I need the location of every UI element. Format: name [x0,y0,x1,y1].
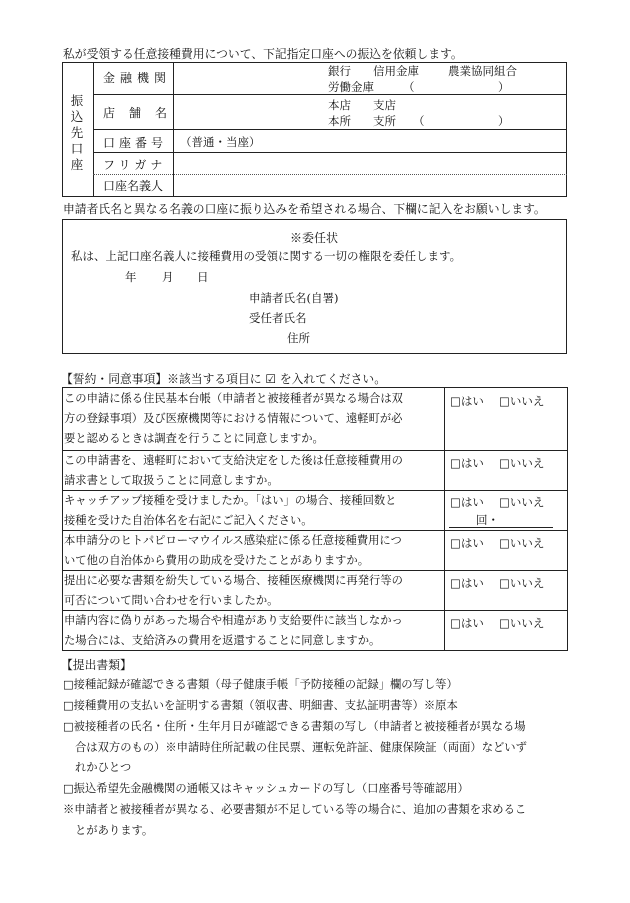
agreement-row-question: この申請に係る住民基本台帳（申請者と被接種者が異なる場合は双 方の登録事項）及び医療機関等における情報について、遠軽町が必 要と認めるときは調査を行うことに同意しますか。 [64,392,403,445]
account-type-value: （普通・当座） [180,135,261,149]
document-item: □被接種者の氏名・住所・生年月日が確認できる書類の写し（申請者と被接種者が異なる場 合は双方のもの）※申請時住所記載の住民票、運転免許証、健康保険証（両面）などいず れかひとつ [63,720,527,774]
delegation-year: 年 [125,270,137,284]
branch-option-sub-station: 支所 [373,114,396,128]
agreement-row-yes-checkbox[interactable]: □はい [450,536,484,550]
document-item: □振込希望先金融機関の通帳又はキャッシュカードの写し（口座番号等確認用） [63,782,469,795]
bank-option-shinkin: 信用金庫 [373,64,419,78]
delegation-day: 日 [197,270,209,284]
label-furigana: フリガナ [103,158,167,172]
delegation-title: ※委任状 [290,231,339,245]
agreement-row-question: キャッチアップ接種を受けましたか。「はい」の場合、接種回数と 接種を受けた自治体名を右記にご記入ください。 [64,494,397,527]
agreement-header: 【誓約・同意事項】※該当する項目に ☑ を入れてください。 [61,372,387,386]
branch-option-head-station: 本所 [328,114,351,128]
agreement-row-yes-checkbox[interactable]: □はい [450,576,484,590]
intro-text: 私が受領する任意接種費用について、下記指定口座への振込を依頼します。 [63,47,463,61]
label-bank-name: 金融機関 [103,71,172,85]
agreement-row-no-checkbox[interactable]: □いいえ [499,394,545,408]
agreement-row-question: この申請書を、遠軽町において支給決定をした後は任意接種費用の 請求書として取扱うことに同意しますか。 [64,454,403,487]
agreement-row-question: 本申請分のヒトパピローマウイルス感染症に係る任意接種費用につ いて他の自治体から費用の助成を受けたことがありますか。 [64,534,402,567]
document-note: ※申請者と被接種者が異なる、必要書類が不足している等の場合に、追加の書類を求めるこ とがあります。 [63,803,527,837]
documents-header: 【提出書類】 [61,658,132,672]
agreement-row-question: 申請内容に偽りがあった場合や相違があり支給要件に該当しなかっ た場合には、支給済みの費用を返還することに同意しますか。 [64,614,403,647]
agreement-row-no-checkbox[interactable]: □いいえ [499,536,545,550]
bank-other-paren-open: （ [403,80,415,94]
branch-option-head-office: 本店 [328,98,351,112]
agreement-row-no-checkbox[interactable]: □いいえ [499,456,545,470]
agreement-row-no-checkbox[interactable]: □いいえ [499,495,545,509]
branch-option-branch: 支店 [373,98,396,112]
bank-option-rokin: 労働金庫 [328,80,374,94]
delegation-applicant-name: 申請者氏名(自署) [249,291,339,305]
delegation-delegate-name: 受任者氏名 [249,311,307,325]
document-item: □接種記録が確認できる書類（母子健康手帳「予防接種の記録」欄の写し等） [63,678,458,691]
document-item: □接種費用の支払いを証明する書類（領収書、明細書、支払証明書等）※原本 [63,699,458,712]
label-account-number: 口座番号 [103,136,168,150]
agreement-row-yes-checkbox[interactable]: □はい [450,616,484,630]
branch-paren-open: （ [413,114,425,128]
branch-paren-close: ） [498,114,510,128]
section-label-transfer-account: 振 込 先 口 座 [70,93,84,172]
delegation-note: 申請者氏名と異なる名義の口座に振り込みを希望される場合、下欄に記入をお願いします。 [63,202,546,216]
delegation-body: 私は、上記口座名義人に接種費用の受領に関する一切の権限を委任します。 [71,249,462,263]
agreement-row-yes-checkbox[interactable]: □はい [450,456,484,470]
delegation-address: 住所 [287,331,310,345]
bank-other-paren-close: ） [498,80,510,94]
delegation-month: 月 [162,270,174,284]
bank-option-agri-coop: 農業協同組合 [448,64,517,78]
checkbox-checked-icon: ☑ [265,372,277,386]
agreement-row-yes-checkbox[interactable]: □はい [450,394,484,408]
catchup-count-field[interactable]: 回・ [476,513,499,527]
label-account-holder: 口座名義人 [103,179,164,193]
agreement-row-yes-checkbox[interactable]: □はい [450,495,484,509]
agreement-row-no-checkbox[interactable]: □いいえ [499,616,545,630]
agreement-row-question: 提出に必要な書類を紛失している場合、接種医療機関に再発行等の 可否について問い合わせを行いましたか。 [64,574,403,607]
label-branch: 店舗名 [103,106,182,120]
agreement-row-no-checkbox[interactable]: □いいえ [499,576,545,590]
bank-option-bank: 銀行 [328,64,351,78]
